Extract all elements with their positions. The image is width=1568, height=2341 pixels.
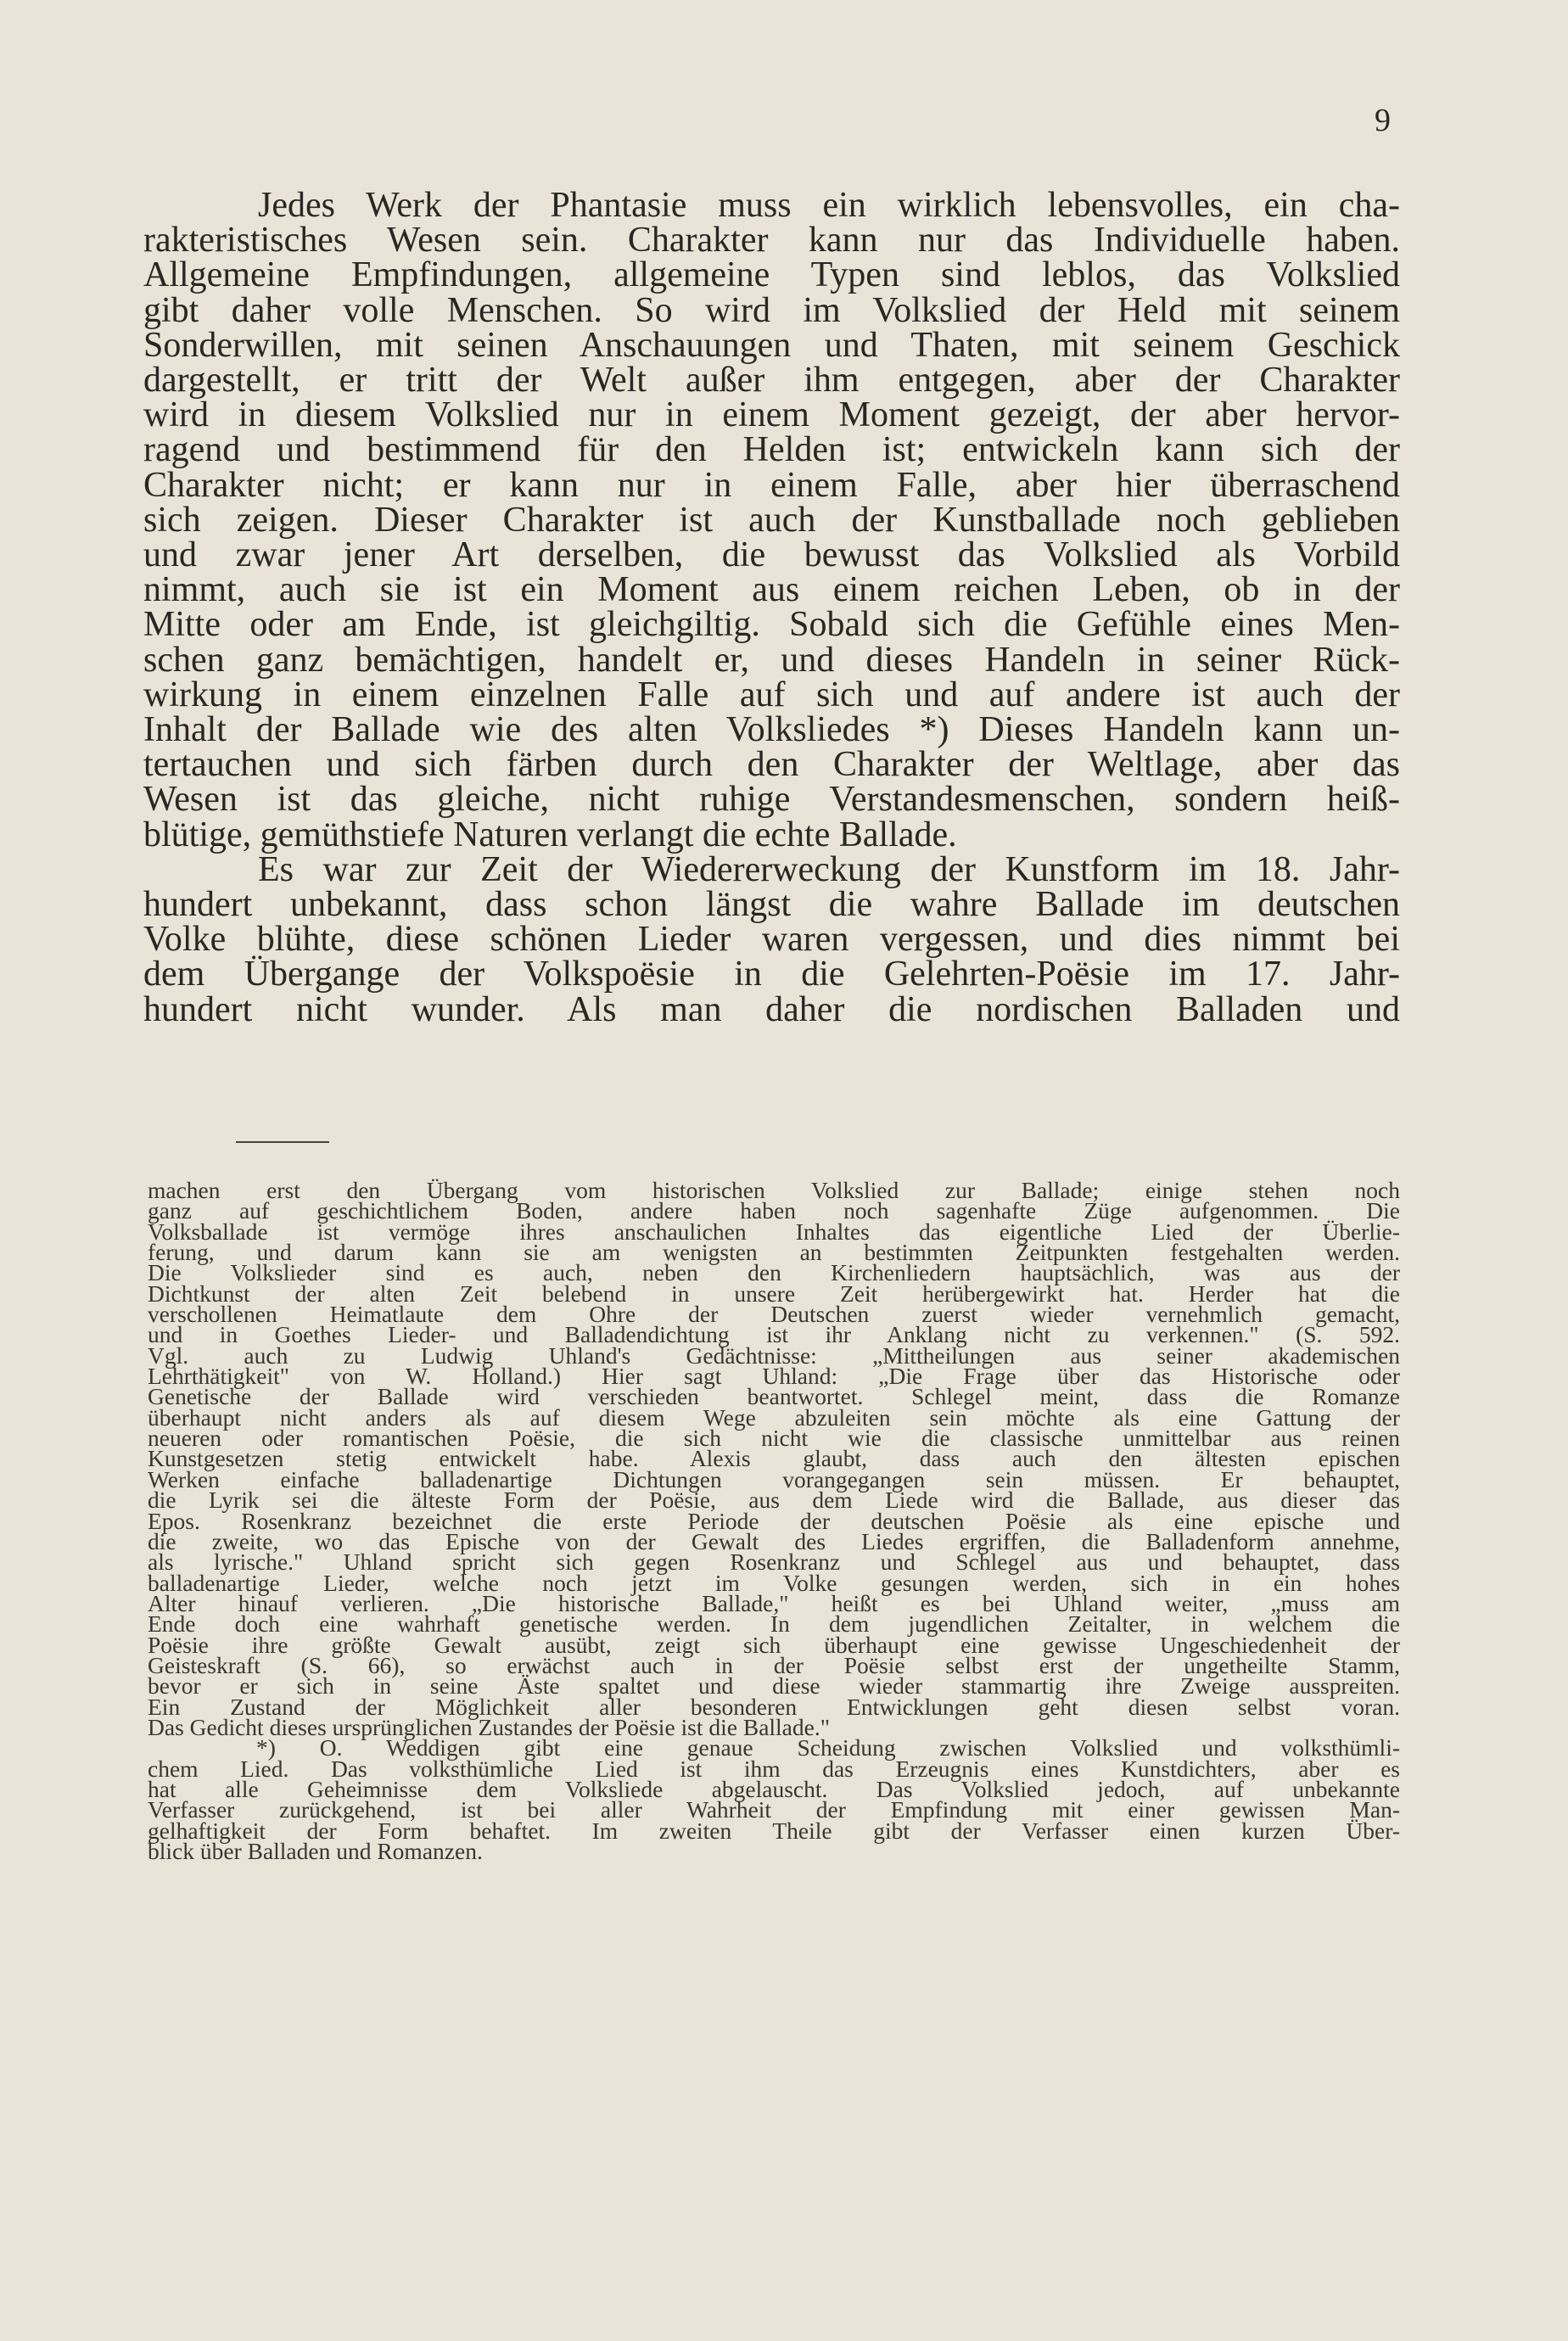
- footnote-line: Die Volkslieder sind es auch, neben den Kirchenliedern hauptsächlich, was aus der: [148, 1259, 1400, 1286]
- footnote-line: ganz auf geschichtlichem Boden, andere haben noch sagenhafte Züge aufgenommen. Die: [148, 1197, 1400, 1224]
- main-text-line: blütige, gemüthstiefe Naturen verlangt die echte Ballade.: [143, 815, 957, 854]
- footnote-line: *) O. Weddigen gibt eine genaue Scheidung zwischen Volkslied und volksthümli-: [256, 1734, 1400, 1761]
- main-text-line: wird in diesem Volkslied nur in einem Moment gezeigt, der aber hervor-: [143, 395, 1400, 435]
- footnote-line: Dichtkunst der alten Zeit belebend in unsere Zeit herübergewirkt hat. Herder hat die: [148, 1280, 1400, 1307]
- main-text-line: ragend und bestimmend für den Helden ist; entwickeln kann sich der: [143, 430, 1400, 470]
- main-text-line: Inhalt der Ballade wie des alten Volksliedes *) Dieses Handeln kann un-: [143, 710, 1400, 750]
- footnote-line: und in Goethes Lieder- und Balladendichtung ist ihr Anklang nicht zu verkennen." (S. 592.: [148, 1321, 1400, 1348]
- footnote-line: die zweite, wo das Epische von der Gewalt des Liedes ergriffen, die Balladenform annehme,: [148, 1527, 1400, 1554]
- footnote-line: hat alle Geheimnisse dem Volksliede abgelauscht. Das Volkslied jedoch, auf unbekannte: [148, 1775, 1400, 1802]
- footnote-line: neueren oder romantischen Poësie, die sich nicht wie die classische unmittelbar aus reinen: [148, 1425, 1400, 1452]
- main-text-line: hundert nicht wunder. Als man daher die nordischen Balladen und: [143, 989, 1400, 1029]
- footnote-line: Vgl. auch zu Ludwig Uhland's Gedächtnisse: „Mittheilungen aus seiner akademischen: [148, 1341, 1400, 1369]
- main-text-line: tertauchen und sich färben durch den Charakter der Weltlage, aber das: [143, 745, 1400, 785]
- footnote-line: Lehrthätigkeit" von W. Holland.) Hier sagt Uhland: „Die Frage über das Historische oder: [148, 1363, 1400, 1390]
- main-text-line: gibt daher volle Menschen. So wird im Volkslied der Held mit seinem: [143, 290, 1400, 330]
- footnote-line: als lyrische." Uhland spricht sich gegen Rosenkranz und Schlegel aus und behauptet, dass: [148, 1549, 1400, 1576]
- footnote-separator-rule: [236, 1141, 329, 1143]
- main-text-line: Jedes Werk der Phantasie muss ein wirklich lebensvolles, ein cha-: [258, 186, 1400, 225]
- main-text-line: rakteristisches Wesen sein. Charakter kann nur das Individuelle haben.: [143, 221, 1400, 260]
- footnote-line: Ende doch eine wahrhaft genetische werden. In dem jugendlichen Zeitalter, in welchem die: [148, 1610, 1400, 1638]
- footnote-line: Verfasser zurückgehend, ist bei aller Wahrheit der Empfindung mit einer gewissen Man-: [148, 1796, 1400, 1823]
- main-text-line: nimmt, auch sie ist ein Moment aus einem reichen Leben, ob in der: [143, 570, 1400, 610]
- main-text-line: dem Übergange der Volkspoësie in die Gelehrten-Poësie im 17. Jahr-: [143, 955, 1400, 994]
- footnote-line: blick über Balladen und Romanzen.: [148, 1838, 483, 1864]
- footnote-line: Epos. Rosenkranz bezeichnet die erste Periode der deutschen Poësie als eine epische und: [148, 1507, 1400, 1534]
- main-text-line: Mitte oder am Ende, ist gleichgiltig. Sobald sich die Gefühle eines Men-: [143, 605, 1400, 645]
- footnote-line: überhaupt nicht anders als auf diesem Wege abzuleiten sein möchte als eine Gattung der: [148, 1403, 1400, 1431]
- main-text-line: Sonderwillen, mit seinen Anschauungen und Thaten, mit seinem Geschick: [143, 325, 1400, 365]
- main-text-line: Charakter nicht; er kann nur in einem Falle, aber hier überraschend: [143, 465, 1400, 505]
- footnotes-block: [148, 1177, 1400, 1864]
- footnote-line: Poësie ihre größte Gewalt ausübt, zeigt sich überhaupt eine gewisse Ungeschiedenheit der: [148, 1631, 1400, 1658]
- footnote-line: Alter hinauf verlieren. „Die historische Ballade," heißt es bei Uhland weiter, „muss am: [148, 1589, 1400, 1616]
- footnote-line: ferung, und darum kann sie am wenigsten an bestimmten Zeitpunkten festgehalten werden.: [148, 1239, 1400, 1266]
- main-text-line: sich zeigen. Dieser Charakter ist auch der Kunstballade noch geblieben: [143, 500, 1400, 540]
- footnote-line: Genetische der Ballade wird verschieden beantwortet. Schlegel meint, dass die Romanze: [148, 1383, 1400, 1410]
- footnote-line: bevor er sich in seine Äste spaltet und diese wieder stammartig ihre Zweige ausspreiten.: [148, 1672, 1400, 1700]
- main-text-block: [143, 188, 1400, 1028]
- page-number: 9: [1375, 103, 1391, 138]
- footnote-line: Ein Zustand der Möglichkeit aller besonderen Entwicklungen geht diesen selbst voran.: [148, 1693, 1400, 1720]
- main-text-line: Es war zur Zeit der Wiedererweckung der Kunstform im 18. Jahr-: [258, 849, 1400, 889]
- main-text-line: dargestellt, er tritt der Welt außer ihm entgegen, aber der Charakter: [143, 361, 1400, 400]
- footnote-line: die Lyrik sei die älteste Form der Poësie, aus dem Liede wird die Ballade, aus dieser das: [148, 1487, 1400, 1514]
- footnote-line: machen erst den Übergang vom historischen Volkslied zur Ballade; einige stehen noch: [148, 1177, 1400, 1203]
- footnote-line: Geisteskraft (S. 66), so erwächst auch in der Poësie selbst erst der ungetheilte Stamm,: [148, 1651, 1400, 1678]
- footnote-line: Kunstgesetzen stetig entwickelt habe. Alexis glaubt, dass auch den ältesten epischen: [148, 1445, 1400, 1472]
- footnote-line: balladenartige Lieder, welche noch jetzt im Volke gesungen werden, sich in ein hohes: [148, 1569, 1400, 1596]
- footnote-line: verschollenen Heimatlaute dem Ohre der Deutschen zuerst wieder vernehmlich gemacht,: [148, 1301, 1400, 1328]
- main-text-line: schen ganz bemächtigen, handelt er, und dieses Handeln in seiner Rück-: [143, 640, 1400, 680]
- main-text-line: Volke blühte, diese schönen Lieder waren vergessen, und dies nimmt bei: [143, 920, 1400, 960]
- main-text-line: hundert unbekannt, dass schon längst die wahre Ballade im deutschen: [143, 885, 1400, 925]
- footnote-line: Das Gedicht dieses ursprünglichen Zustandes der Poësie ist die Ballade.": [148, 1713, 830, 1740]
- main-text-line: und zwar jener Art derselben, die bewusst das Volkslied als Vorbild: [143, 535, 1400, 575]
- footnote-line: gelhaftigkeit der Form behaftet. Im zweiten Theile gibt der Verfasser einen kurzen Über-: [148, 1817, 1400, 1844]
- main-text-line: Allgemeine Empfindungen, allgemeine Typen sind leblos, das Volkslied: [143, 255, 1400, 295]
- footnote-line: chem Lied. Das volksthümliche Lied ist ihm das Erzeugnis eines Kunstdichters, aber es: [148, 1755, 1400, 1782]
- main-text-line: Wesen ist das gleiche, nicht ruhige Verstandesmenschen, sondern heiß-: [143, 780, 1400, 820]
- footnote-line: Werken einfache balladenartige Dichtungen vorangegangen sein müssen. Er behauptet,: [148, 1465, 1400, 1493]
- main-text-line: wirkung in einem einzelnen Falle auf sich und auf andere ist auch der: [143, 675, 1400, 714]
- footnote-line: Volksballade ist vermöge ihres anschaulichen Inhaltes das eigentliche Lied der Überlie-: [148, 1218, 1400, 1245]
